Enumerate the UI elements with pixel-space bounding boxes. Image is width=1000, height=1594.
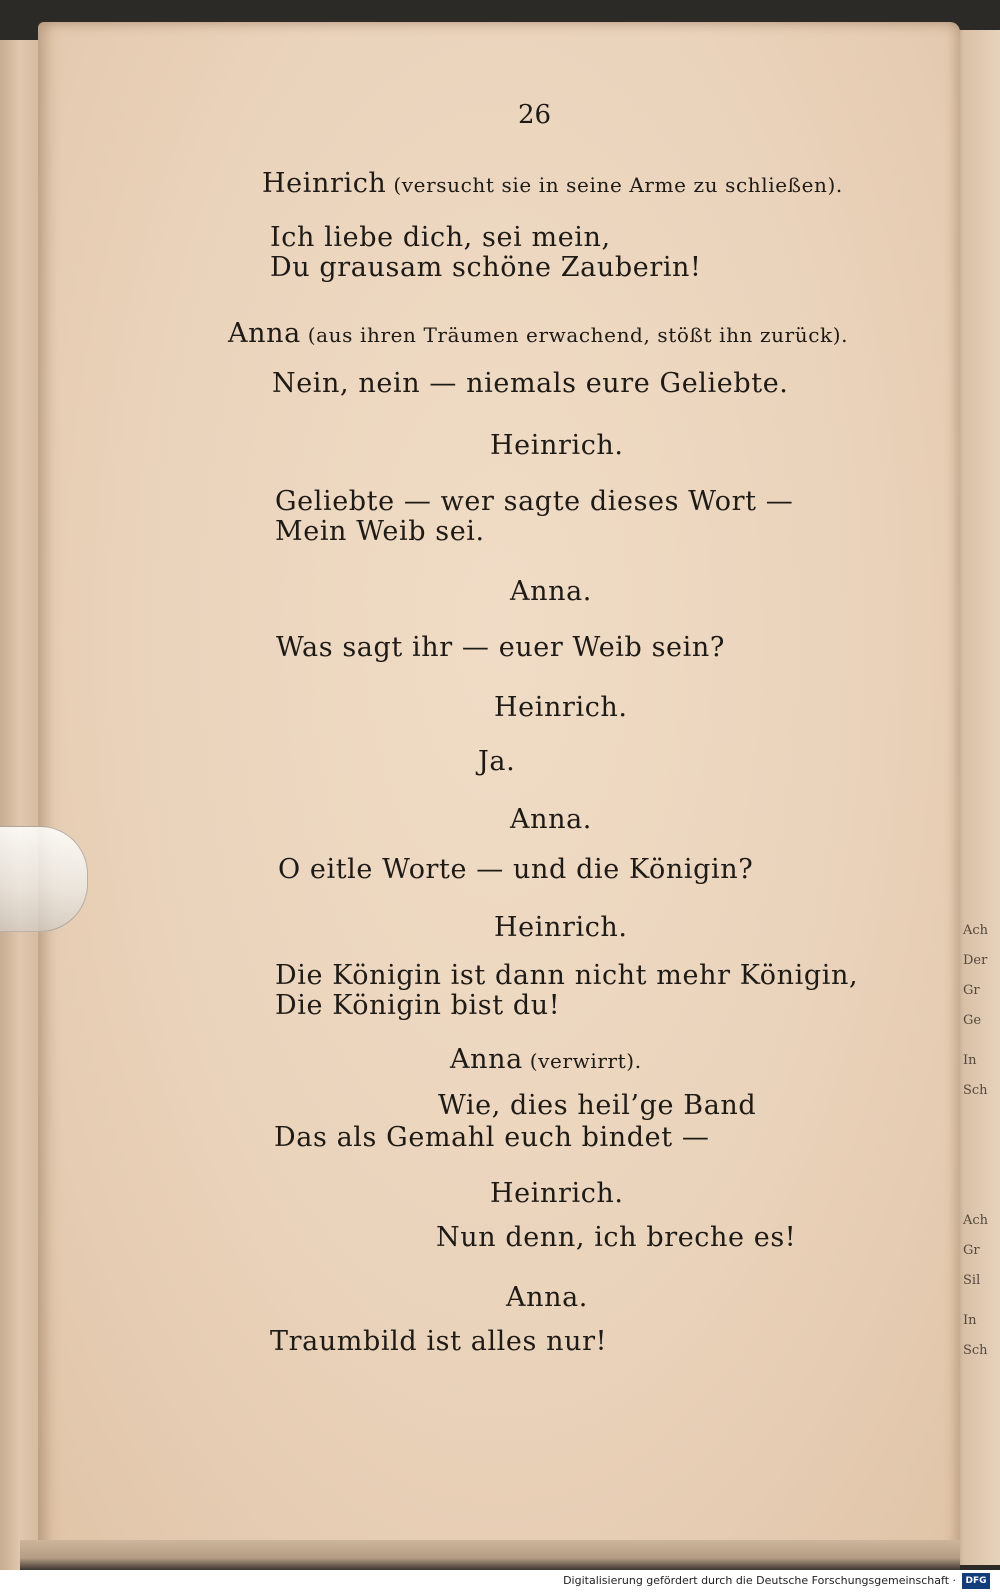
next-page-fragment: Ach xyxy=(963,1213,989,1228)
verse-line: Traumbild ist alles nur! xyxy=(270,1326,608,1357)
previous-page-edge xyxy=(0,40,40,1580)
verse-line: Was sagt ihr — euer Weib sein? xyxy=(276,632,725,663)
next-page-fragment: Gr xyxy=(963,1243,980,1258)
verse-line: Ich liebe dich, sei mein, xyxy=(270,222,611,253)
next-page-fragment: Der xyxy=(963,953,988,968)
next-page-fragment: Gr xyxy=(963,983,980,998)
speaker-heading: Heinrich. xyxy=(494,692,628,723)
stage-direction: (versucht sie in seine Arme zu schließen). xyxy=(386,173,843,197)
next-page-edge xyxy=(955,30,1000,1565)
verse-line: Wie, dies heil’ge Band xyxy=(438,1090,757,1121)
speaker-heading: Anna. xyxy=(510,804,592,835)
verse-line: Du grausam schöne Zauberin! xyxy=(270,252,702,283)
next-page-fragment: Ach xyxy=(963,923,989,938)
next-page-fragment: In xyxy=(963,1313,977,1328)
page-number: 26 xyxy=(518,100,552,130)
next-page-fragment: In xyxy=(963,1053,977,1068)
verse-line: Nun denn, ich breche es! xyxy=(436,1222,797,1253)
next-page-fragment: Ge xyxy=(963,1013,982,1028)
speaker-line xyxy=(262,168,843,199)
speaker-heading: Anna. xyxy=(510,576,592,607)
speaker-line xyxy=(228,318,848,349)
verse-line: Mein Weib sei. xyxy=(275,516,485,547)
speaker-heading: Heinrich. xyxy=(490,1178,624,1209)
speaker-heading: Heinrich. xyxy=(494,912,628,943)
speaker-line xyxy=(450,1044,642,1075)
stage-direction: (verwirrt). xyxy=(522,1049,642,1073)
stage-direction: (aus ihren Träumen erwachend, stößt ihn zurück). xyxy=(300,323,849,347)
verse-line: O eitle Worte — und die Königin? xyxy=(278,854,754,885)
verse-line: Das als Gemahl euch bindet — xyxy=(274,1122,710,1153)
speaker-name: Anna xyxy=(228,318,301,349)
footer-bar xyxy=(0,1570,1000,1594)
next-page-fragment: Sil xyxy=(963,1273,981,1288)
verse-line: Die Königin bist du! xyxy=(275,990,561,1021)
speaker-heading: Heinrich. xyxy=(490,430,624,461)
verse-line: Die Königin ist dann nicht mehr Königin, xyxy=(275,960,859,991)
next-page-fragment: Sch xyxy=(963,1343,988,1358)
page-clip xyxy=(0,826,88,932)
next-page-fragment: Sch xyxy=(963,1083,988,1098)
speaker-name: Heinrich xyxy=(262,168,387,199)
verse-line: Ja. xyxy=(478,746,516,777)
funding-credit: Digitalisierung gefördert durch die Deutsche Forschungsgemeinschaft · xyxy=(563,1574,956,1587)
page-bottom-edge xyxy=(20,1540,960,1570)
verse-line: Nein, nein — niemals eure Geliebte. xyxy=(272,368,789,399)
speaker-name: Anna xyxy=(450,1044,523,1075)
verse-line: Geliebte — wer sagte dieses Wort — xyxy=(275,486,794,517)
speaker-heading: Anna. xyxy=(506,1282,588,1313)
dfg-logo: DFG xyxy=(962,1573,990,1589)
